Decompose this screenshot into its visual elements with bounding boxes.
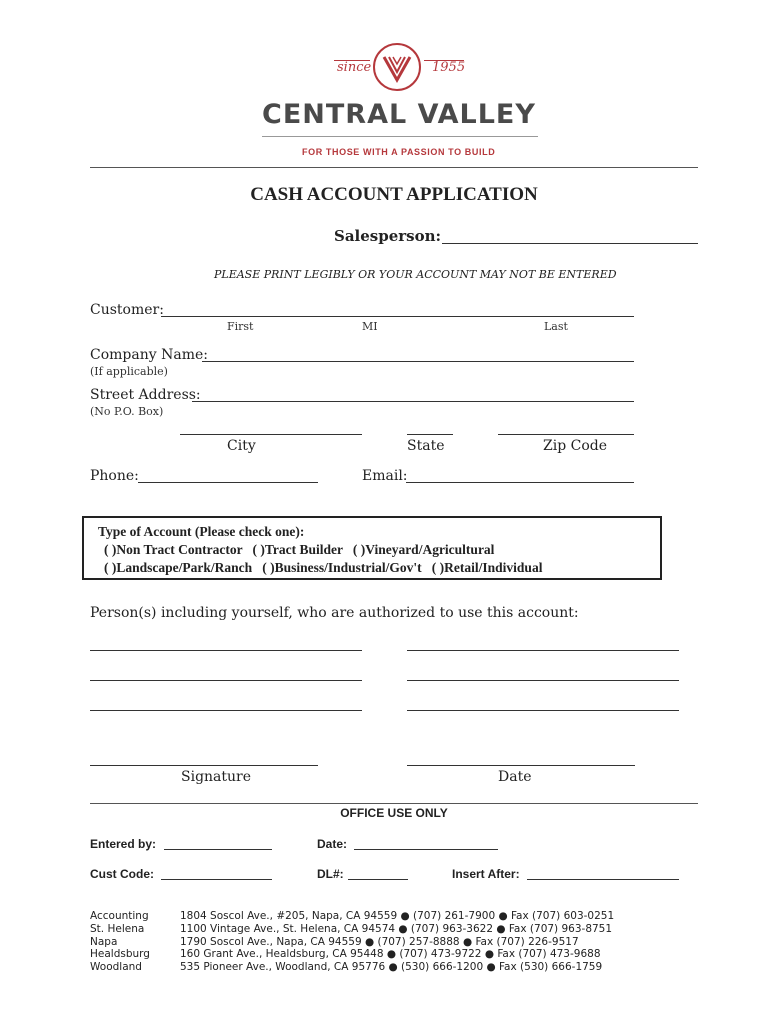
state-field[interactable]	[407, 434, 453, 435]
cust-code-label: Cust Code:	[90, 867, 154, 881]
account-type-row2[interactable]: ( )Landscape/Park/Ranch ( )Business/Industrial/Gov't ( )Retail/Individual	[104, 560, 543, 575]
form-title: CASH ACCOUNT APPLICATION	[250, 184, 538, 205]
insert-after-field[interactable]	[527, 879, 679, 880]
zip-caption: Zip Code	[543, 438, 608, 454]
account-type-row1[interactable]: ( )Non Tract Contractor ( )Tract Builder ( )Vineyard/Agricultural	[104, 542, 495, 557]
phone-label: Phone:	[90, 468, 139, 484]
location-name: St. Helena	[90, 922, 145, 935]
signature-field[interactable]	[90, 765, 318, 766]
authorized-field-1[interactable]	[90, 650, 362, 651]
signature-caption: Signature	[181, 769, 252, 785]
account-type-box	[82, 516, 662, 580]
location-info: 1804 Soscol Ave., #205, Napa, CA 94559 ● (707) 261-7900 ● Fax (707) 603-0251	[180, 910, 615, 922]
state-caption: State	[407, 438, 445, 454]
salesperson-label: Salesperson:	[334, 227, 442, 245]
entered-by-field[interactable]	[164, 849, 272, 850]
customer-last-caption: Last	[544, 320, 568, 333]
email-field[interactable]	[406, 482, 634, 483]
office-date-label: Date:	[317, 837, 348, 851]
authorized-field-6[interactable]	[407, 710, 679, 711]
locations-list	[90, 910, 614, 974]
authorized-field-4[interactable]	[407, 680, 679, 681]
company-label: Company Name:	[90, 347, 208, 363]
company-note: (If applicable)	[90, 365, 168, 378]
location-row	[90, 948, 614, 961]
logo-since: since	[337, 60, 372, 75]
entered-by-label: Entered by:	[90, 837, 157, 851]
dl-label: DL#:	[317, 867, 344, 881]
street-note: (No P.O. Box)	[90, 405, 164, 418]
email-label: Email:	[362, 468, 408, 484]
location-name: Napa	[90, 935, 118, 948]
cust-code-field[interactable]	[161, 879, 272, 880]
print-notice: PLEASE PRINT LEGIBLY OR YOUR ACCOUNT MAY NOT BE ENTERED	[214, 268, 617, 281]
logo-tagline: FOR THOSE WITH A PASSION TO BUILD	[302, 147, 496, 157]
zip-field[interactable]	[498, 434, 634, 435]
location-info: 1790 Soscol Ave., Napa, CA 94559 ● (707) 257-8888 ● Fax (707) 226-9517	[180, 935, 579, 948]
date-caption: Date	[498, 769, 532, 785]
location-name: Accounting	[90, 910, 149, 922]
street-label: Street Address:	[90, 387, 201, 403]
customer-first-caption: First	[227, 320, 254, 333]
city-field[interactable]	[180, 434, 362, 435]
location-row	[90, 936, 614, 949]
date-field[interactable]	[407, 765, 635, 766]
location-name: Woodland	[90, 961, 142, 974]
authorized-field-3[interactable]	[90, 680, 362, 681]
location-info: 1100 Vintage Ave., St. Helena, CA 94574 ● (707) 963-3622 ● Fax (707) 963-8751	[180, 922, 613, 935]
city-caption: City	[227, 438, 256, 454]
salesperson-field[interactable]	[442, 243, 698, 244]
customer-mi-caption: MI	[362, 320, 378, 333]
location-info: 535 Pioneer Ave., Woodland, CA 95776 ● (530) 666-1200 ● Fax (530) 666-1759	[180, 961, 603, 974]
customer-label: Customer:	[90, 302, 164, 318]
location-row	[90, 923, 614, 936]
authorized-label: Person(s) including yourself, who are authorized to use this account:	[90, 605, 579, 621]
location-row	[90, 910, 614, 923]
location-info: 160 Grant Ave., Healdsburg, CA 95448 ● (707) 473-9722 ● Fax (707) 473-9688	[180, 948, 601, 961]
phone-field[interactable]	[138, 482, 318, 483]
street-field[interactable]	[192, 401, 634, 402]
header-divider	[90, 167, 698, 168]
customer-name-field[interactable]	[161, 316, 634, 317]
dl-field[interactable]	[348, 879, 408, 880]
location-row	[90, 961, 614, 974]
account-type-heading: Type of Account (Please check one):	[98, 524, 305, 539]
office-date-field[interactable]	[354, 849, 498, 850]
office-use-heading: OFFICE USE ONLY	[340, 806, 448, 820]
authorized-field-2[interactable]	[407, 650, 679, 651]
authorized-field-5[interactable]	[90, 710, 362, 711]
logo-year: 1955	[432, 60, 466, 75]
insert-after-label: Insert After:	[452, 867, 520, 881]
location-name: Healdsburg	[90, 948, 150, 961]
logo-wordmark: CENTRAL VALLEY	[262, 99, 536, 130]
office-divider	[90, 803, 698, 804]
logo-emblem-icon	[372, 42, 422, 92]
company-field[interactable]	[202, 361, 634, 362]
